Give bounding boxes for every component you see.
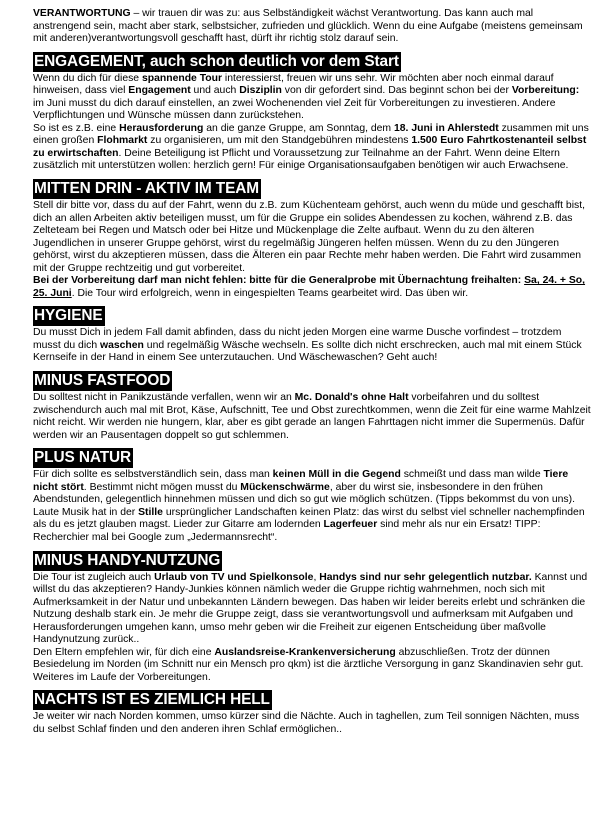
bold-text: Auslandsreise-Krankenversicherung: [214, 646, 396, 658]
bold-text: Vorbereitung:: [511, 85, 580, 97]
text-run: Den Eltern empfehlen wir, für dich eine: [33, 646, 215, 658]
section-heading: PLUS NATUR: [34, 449, 132, 467]
bold-text: Urlaub von TV und Spielkonsole: [154, 571, 314, 583]
text-run: zu organisieren, um mit den Standgebühren mindestens: [147, 135, 412, 147]
section-heading: MINUS FASTFOOD: [34, 372, 171, 390]
text-run: Du musst Dich in jedem Fall damit abfinden, dass du nicht jeden Morgen eine warme Dusche vorfindest – trotzdem musst du dich: [33, 327, 562, 351]
section-paragraph: [33, 275, 591, 300]
bold-text: Lagerfeuer: [323, 519, 378, 531]
text-run: . Bestimmt nicht mögen musst du: [83, 481, 241, 493]
text-run: und regelmäßig Wäsche wechseln. Es sollte dich nicht erschrecken, auch mal mit einem Stück Kernseife in der Hand in einem See unterzutauchen. Und Wäschewaschen? Geht auch!: [33, 339, 582, 364]
section-paragraph: [33, 572, 591, 647]
section-paragraph: [33, 469, 591, 544]
section-handy: [33, 551, 591, 685]
text-run: zusammen mit uns einen großen: [33, 122, 589, 147]
bold-text: 1.500 Euro Fahrtkostenanteil selbst zu erwirtschaften: [33, 135, 587, 159]
text-run: . Deine Beteiligung ist Pflicht und Voraussetzung zur Teilnahme an der Fahrt. Wenn deine Eltern zusätzlich mit unterstützen wollen: herzlich gern! Für einige Organisationsaufgaben benötigen wir auch Erwachsene.: [33, 147, 569, 172]
text-run: interessierst, freuen wir uns sehr. Wir möchten aber noch einmal darauf hinweisen, dass viel: [33, 72, 554, 97]
text-run: , aber du wirst sie, insbesondere in den frühen Abendstunden, gelegentlich hinnehmen müssen und dich so gut wie möglich schützen. (Tipps bekommst du von uns). Laute Musik hat in der: [33, 481, 575, 518]
section-paragraph: [33, 200, 591, 275]
text-run: von dir gefordert sind. Das beginnt schon bei der: [281, 85, 512, 97]
bold-text: VERANTWORTUNG: [33, 8, 131, 19]
bold-text: Bei der Vorbereitung darf man nicht fehlen: bitte für die Generalprobe mit Übernachtung freihalten:: [33, 275, 525, 287]
section-heading: MITTEN DRIN - AKTIV IM TEAM: [34, 180, 260, 198]
bold-text: keinen Müll in die Gegend: [272, 469, 401, 481]
bold-text: waschen: [100, 339, 144, 351]
text-run: sind mehr als nur ein Ersatz! TIPP: Recherchier mal bei Google zum „Jedermannsrecht“.: [33, 519, 541, 543]
text-run: schmeißt und dass man wilde: [400, 469, 544, 481]
text-run: vorbeifahren und du solltest zwischendurch auch mal mit Brot, Käse, Aufschnitt, Tee und Obst zurechtkommen, wenn die Zeit für eine warme Mahlzeit nicht reicht. Wir werden nie hungern, klar, aber es gibt gerade an langen Fahrttagen nicht immer die Supermenüs. Dafür werden wir an Pausentagen doppelt so gut schlemmen.: [33, 392, 591, 441]
section-paragraph: [33, 327, 591, 365]
bold-text: Handys sind nur sehr gelegentlich nutzbar.: [319, 571, 532, 583]
bold-text: Stille: [138, 506, 163, 518]
section-heading: MINUS HANDY-NUTZUNG: [34, 551, 221, 569]
text-run: Für dich sollte es selbstverständlich sein, dass man: [33, 469, 273, 481]
bold-text: Engagement: [128, 85, 191, 97]
section-heading: ENGAGEMENT, auch schon deutlich vor dem Start: [34, 52, 399, 70]
bold-text: Tiere nicht stört: [33, 469, 569, 493]
section-paragraph: [33, 392, 591, 442]
intro-paragraph: [33, 8, 591, 46]
section-fastfood: [33, 371, 591, 442]
section-team: [33, 179, 591, 300]
section-engagement: [33, 52, 591, 173]
section-paragraph: [33, 711, 591, 736]
text-run: Stell dir bitte vor, dass du auf der Fahrt, wenn du z.B. zum Küchenteam gehörst, auch wenn du müde und geschafft bist, dich an allen Arbeiten aktiv beteiligen musst, um für die Gruppe ein solides Abendessen zu kochen, während z.B. das Zelteteam bei Regen und Matsch oder bei Hitze und Mückenplage die Zelte aufbaut. Wenn du zu den älteren Jugendlichen in unserer Gruppe gehörst, wirst du regelmäßig Jüngeren helfen müssen. Wenn du zu den Jüngeren gehörst, wirst du akzeptieren müssen, dass die Älteren ein paar Rechte mehr haben werden. Die Fahrt wird zusammen mit der Gruppe rechtzeitig und gut vorbereitet.: [33, 200, 585, 274]
text-run: und auch: [190, 85, 240, 97]
text-run: So ist es z.B. eine: [33, 122, 120, 134]
text-run: ,: [313, 571, 320, 583]
bold-text: 18. Juni in Ahlerstedt: [393, 122, 499, 134]
text-run: ursprünglicher Landschaften keinen Platz: das wirst du selbst viel schneller nachempfinden als du es jetzt glauben magst. Lieder zur Gitarre am lodernden: [33, 506, 585, 531]
bold-text: Disziplin: [239, 85, 282, 97]
section-heading: HYGIENE: [34, 307, 103, 325]
text-run: . Die Tour wird erfolgreich, wenn in eingespielten Teams gearbeitet wird. Das üben wir.: [71, 287, 469, 299]
text-run: an die ganze Gruppe, am Sonntag, dem: [203, 122, 394, 134]
text-run: Du solltest nicht in Panikzustände verfallen, wenn wir an: [33, 392, 295, 404]
text-run: Je weiter wir nach Norden kommen, umso kürzer sind die Nächte. Auch in taghellen, zum Teil sonnigen Nächten, muss du selbst Schlaf finden und den anderen ihren Schlaf ermöglichen..: [33, 711, 580, 735]
bold-text: Herausforderung: [119, 122, 204, 134]
text-run: im Juni musst du dich darauf einstellen, an zwei Wochenenden viel Zeit für Vorbereitungen zu investieren. Andere Verpflichtungen und Wünsche müssen dann zurückstehen.: [33, 97, 556, 122]
section-paragraph: [33, 647, 591, 685]
section-natur: [33, 448, 591, 544]
section-hygiene: [33, 306, 591, 365]
text-run: Kannst und willst du das akzeptieren? Handy-Junkies können nämlich weder die Gruppe richtig wahrnehmen, noch sich mit Aufmerksamkeit in der Natur und unbekannten Ländern bewegen. Das haben wir leider bereits erlebt und schränken die Nutzung deshalb stark ein. Je mehr die Gruppe zeigt, dass sie verantwortungsvoll und aufmerksam mit Aufgaben und Herausforderungen umgehen kann, umso mehr geben wir die Freiheit zur eigenen Entscheidung über maßvolle Handynutzung zurück..: [33, 571, 588, 646]
bold-text: Mc. Donald's ohne Halt: [294, 392, 409, 404]
bold-text: spannende Tour: [141, 72, 223, 84]
text-run: Die Tour ist zugleich auch: [33, 571, 155, 583]
bold-text: Mückenschwärme: [240, 481, 330, 493]
bold-text: Flohmarkt: [97, 135, 148, 147]
text-run: abzuschließen. Trotz der dünnen Besiedelung im Norden (im Schnitt nur ein Mensch pro qkm) ist die ärztliche Versorgung in ganz Skandinavien sehr gut. Weiteres im Laufe der Vorbereitungen.: [33, 646, 584, 683]
section-paragraph: [33, 123, 591, 173]
section-paragraph: [33, 73, 591, 123]
text-run: Wenn du dich für diese: [33, 72, 142, 84]
document-page: [33, 8, 591, 737]
underlined-text: Sa, 24. + So, 25. Juni: [33, 275, 586, 299]
section-heading: NACHTS IST ES ZIEMLICH HELL: [34, 691, 270, 709]
text-run: – wir trauen dir was zu: aus Selbständigkeit wächst Verantwortung. Das kann auch mal anstrengend sein, macht aber stark, selbstsicher, zufrieden und glücklich. Wenn du eine Aufgabe (meistens gemeinsam mit anderen)verantwortungsvoll geschafft hast, dürft ihr richtig stolz darauf sein.: [33, 8, 583, 45]
section-nachts: [33, 690, 591, 736]
